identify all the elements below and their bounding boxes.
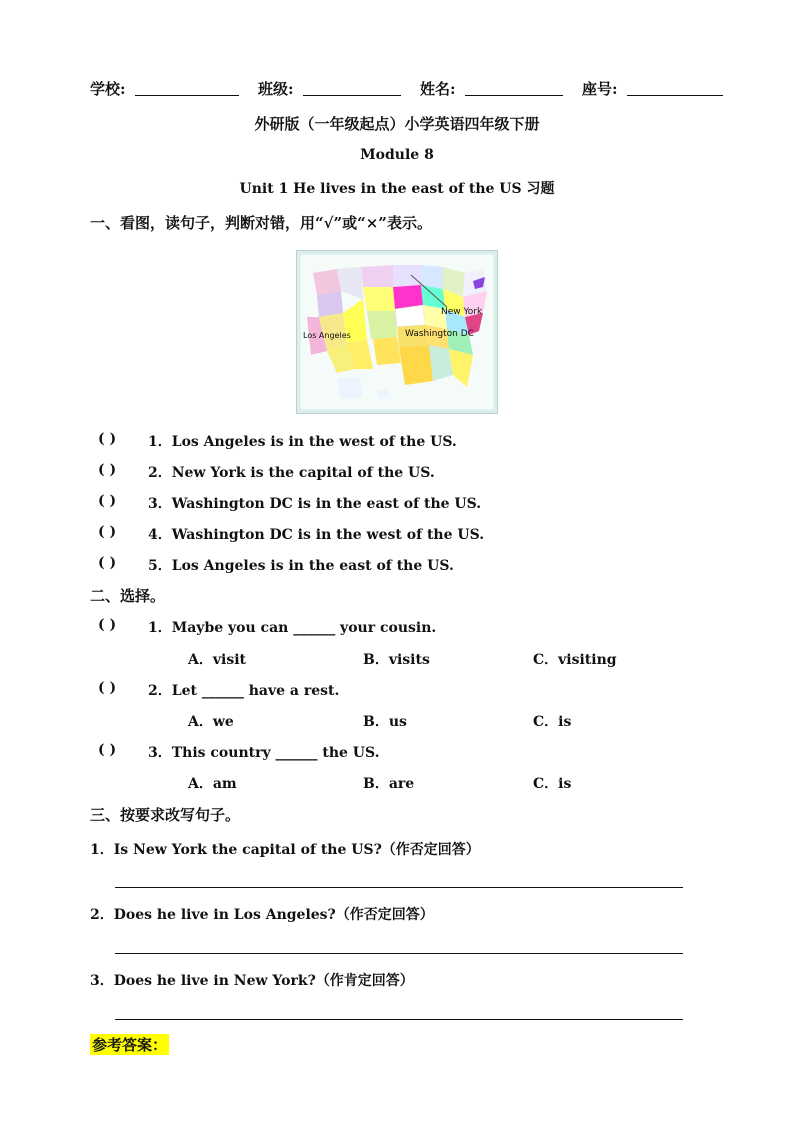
class-field[interactable] — [303, 81, 401, 96]
rewrite-question: 3．Does he live in New York?（作肯定回答） — [90, 973, 414, 989]
section3-heading: 三、按要求改写句子。 — [90, 806, 241, 824]
option-c[interactable]: C．is — [533, 776, 572, 792]
answer-key-label: 参考答案： — [92, 1036, 168, 1054]
judge-item: 5．Los Angeles is in the east of the US. — [148, 558, 454, 574]
option-b[interactable]: B．are — [363, 776, 415, 792]
choice-question: 3．This country ______ the US. — [148, 745, 380, 761]
answer-line[interactable] — [115, 1019, 683, 1020]
option-c[interactable]: C．visiting — [533, 652, 617, 668]
school-label: 学校: — [90, 80, 126, 98]
choice-question: 2．Let ______ have a rest. — [148, 683, 340, 699]
answer-paren[interactable]: ( ) — [98, 742, 117, 758]
option-b[interactable]: B．us — [363, 714, 407, 730]
judge-item: 2．New York is the capital of the US. — [148, 465, 435, 481]
name-label: 姓名: — [420, 80, 456, 98]
book-title: 外研版（一年级起点）小学英语四年级下册 — [254, 115, 540, 133]
option-c[interactable]: C．is — [533, 714, 572, 730]
answer-paren[interactable]: ( ) — [98, 431, 117, 447]
option-a[interactable]: A．we — [188, 714, 234, 730]
judge-item: 4．Washington DC is in the west of the US. — [148, 527, 485, 543]
option-a[interactable]: A．am — [188, 776, 237, 792]
seat-field[interactable] — [627, 81, 723, 96]
unit-title: Unit 1 He lives in the east of the US 习题 — [239, 181, 555, 197]
answer-paren[interactable]: ( ) — [98, 462, 117, 478]
seat-label: 座号: — [582, 80, 618, 98]
answer-paren[interactable]: ( ) — [98, 555, 117, 571]
rewrite-question: 1．Is New York the capital of the US?（作否定回答） — [90, 842, 480, 858]
option-a[interactable]: A．visit — [188, 652, 246, 668]
option-b[interactable]: B．visits — [363, 652, 430, 668]
answer-paren[interactable]: ( ) — [98, 680, 117, 696]
section2-heading: 二、选择。 — [90, 587, 166, 605]
school-field[interactable] — [135, 81, 239, 96]
header-row — [90, 78, 723, 99]
answer-paren[interactable]: ( ) — [98, 524, 117, 540]
rewrite-question: 2．Does he live in Los Angeles?（作否定回答） — [90, 907, 434, 923]
section1-heading: 一、看图，读句子，判断对错，用“√”或“×”表示。 — [90, 214, 432, 232]
map-label-los-angeles: Los Angeles — [303, 331, 351, 340]
answer-line[interactable] — [115, 953, 683, 954]
choice-question: 1．Maybe you can ______ your cousin. — [148, 620, 437, 636]
name-field[interactable] — [465, 81, 563, 96]
judge-item: 1．Los Angeles is in the west of the US. — [148, 434, 457, 450]
answer-line[interactable] — [115, 887, 683, 888]
class-label: 班级: — [258, 80, 294, 98]
map-label-washington-dc: Washington DC — [405, 329, 474, 339]
map-label-new-york: New York — [441, 307, 483, 317]
us-map-image — [296, 250, 498, 414]
answer-paren[interactable]: ( ) — [98, 493, 117, 509]
module-title: Module 8 — [360, 147, 434, 163]
answer-paren[interactable]: ( ) — [98, 617, 117, 633]
judge-item: 3．Washington DC is in the east of the US. — [148, 496, 482, 512]
